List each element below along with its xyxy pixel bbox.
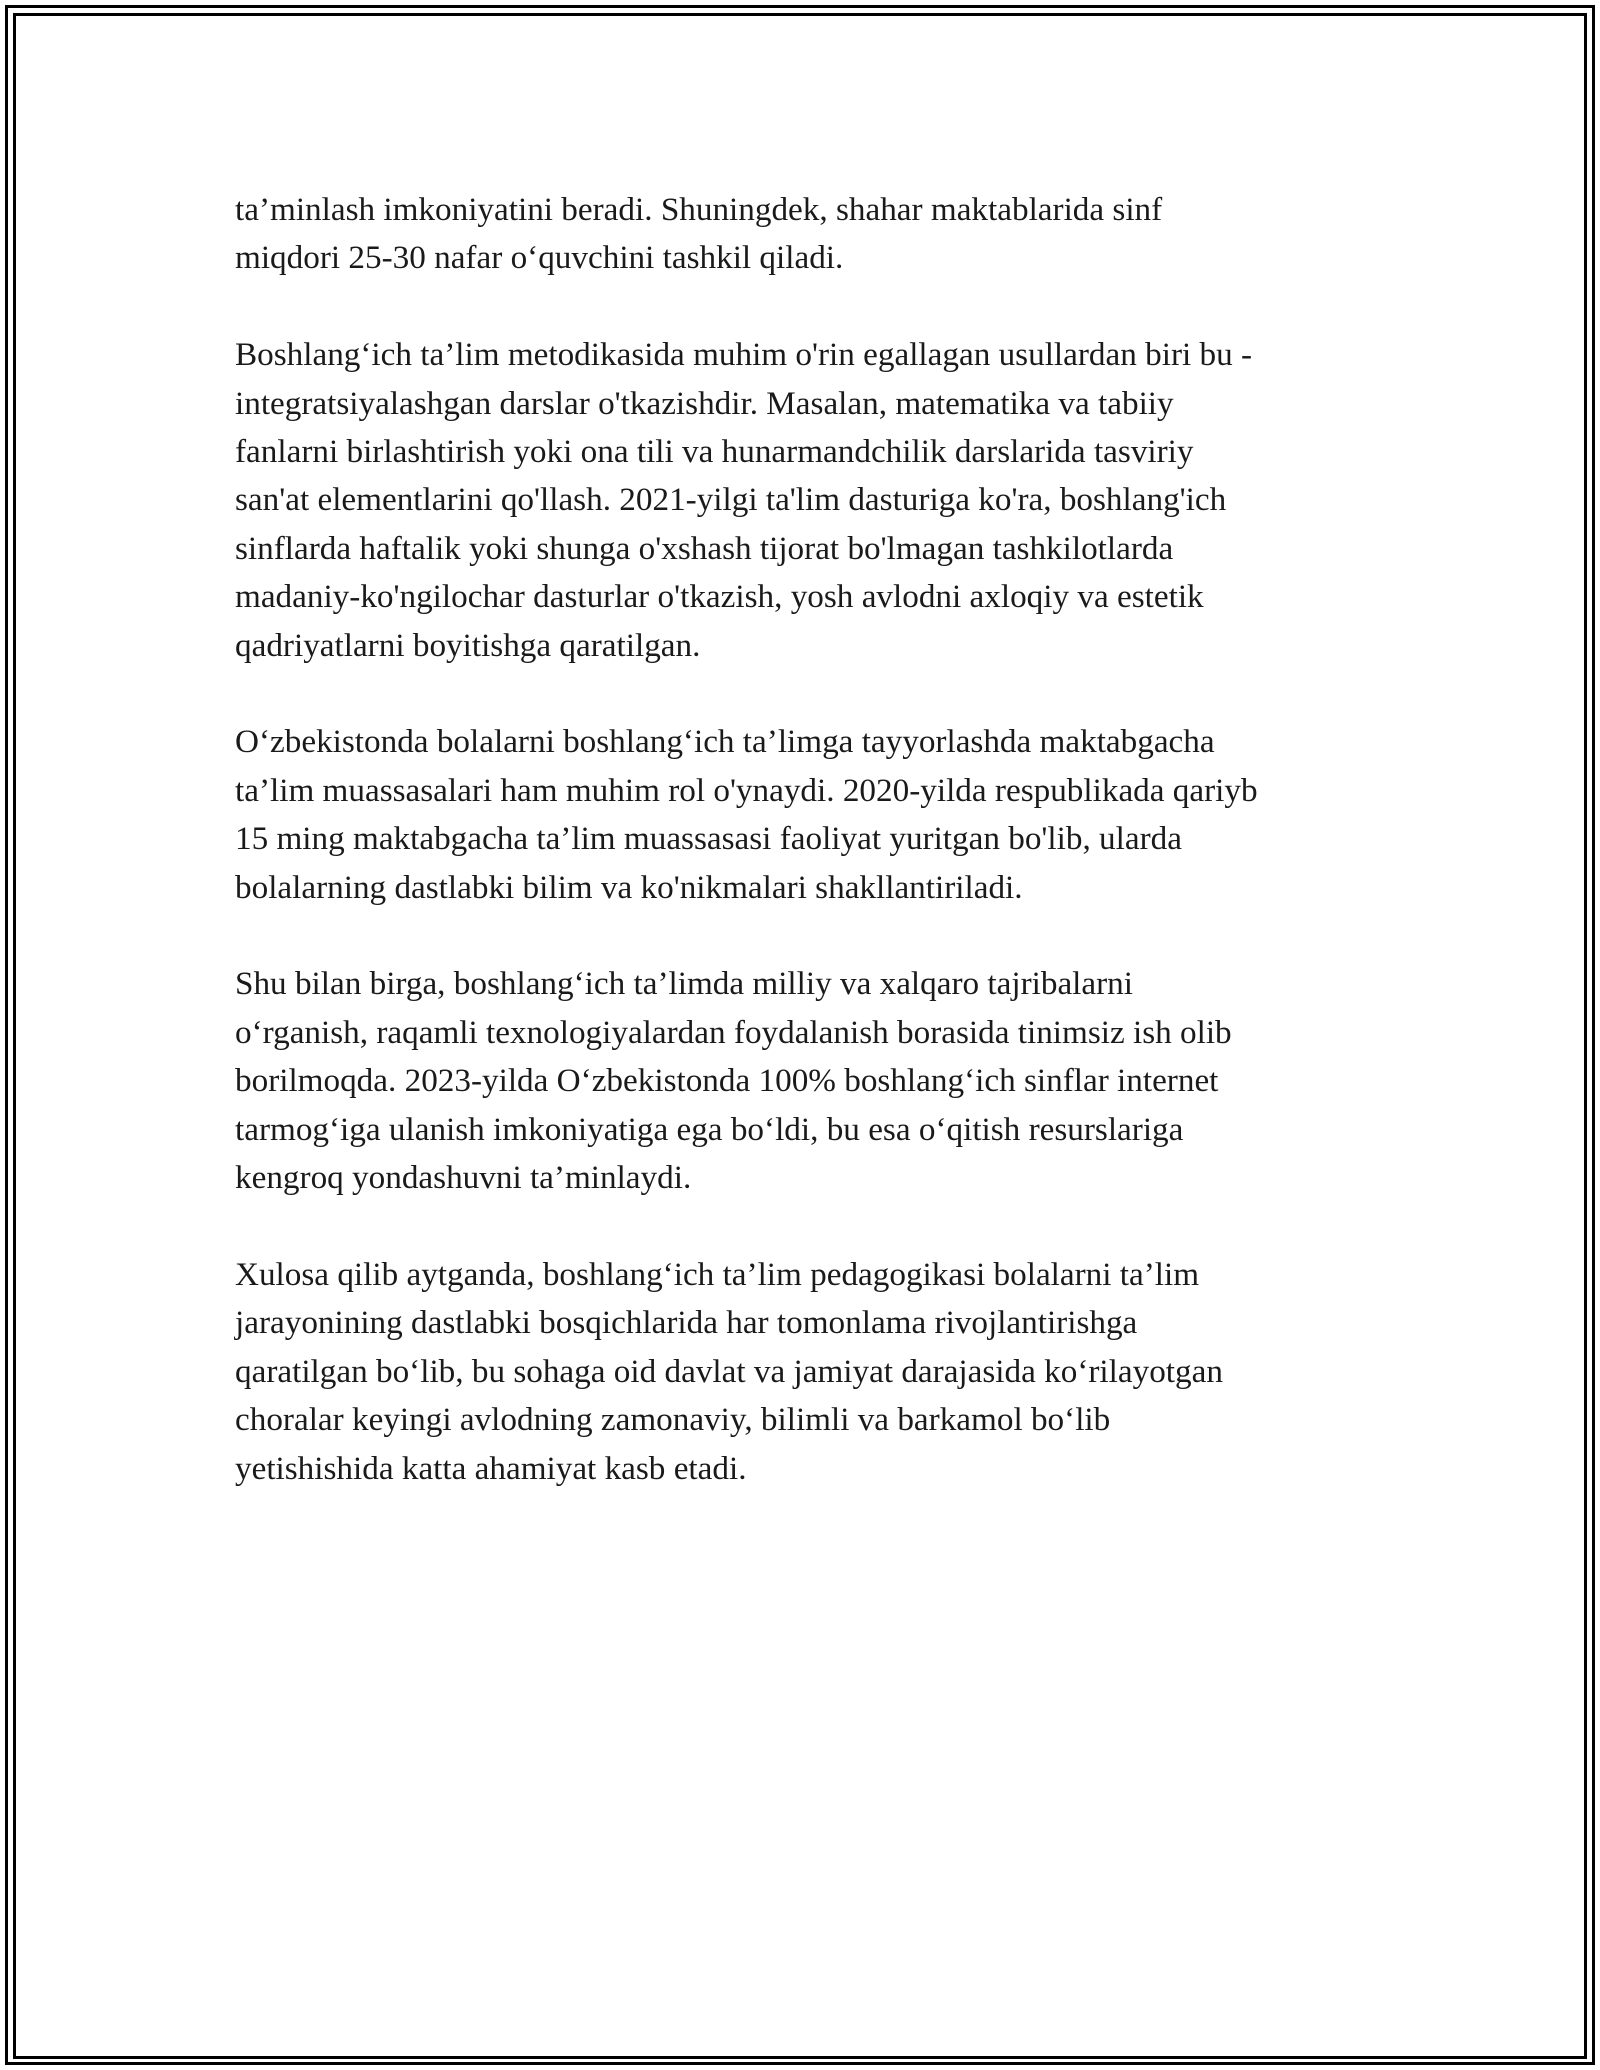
text-line: fanlarni birlashtirish yoki ona tili va hunarmandchilik darslarida tasviriy <box>235 433 1194 471</box>
text-line: Oʻzbekistonda bolalarni boshlangʻich ta’limga tayyorlashda maktabgacha <box>235 723 1215 761</box>
text-line: qaratilgan boʻlib, bu sohaga oid davlat va jamiyat darajasida koʻrilayotgan <box>235 1352 1223 1390</box>
text-line: ta’lim muassasalari ham muhim rol o'ynaydi. 2020-yilda respublikada qariyb <box>235 771 1258 809</box>
text-line: san'at elementlarini qo'llash. 2021-yilgi ta'lim dasturiga ko'ra, boshlang'ich <box>235 481 1227 519</box>
paragraph-4 <box>235 960 1415 1202</box>
text-line: yetishishida katta ahamiyat kasb etadi. <box>235 1449 747 1487</box>
text-line: integratsiyalashgan darslar o'tkazishdir. Masalan, matematika va tabiiy <box>235 384 1174 422</box>
text-line: jarayonining dastlabki bosqichlarida har tomonlama rivojlantirishga <box>235 1304 1138 1342</box>
text-line: ta’minlash imkoniyatini beradi. Shuningdek, shahar maktablarida sinf <box>235 191 1163 228</box>
text-line: kengroq yondashuvni ta’minlaydi. <box>235 1159 692 1197</box>
text-line: miqdori 25-30 nafar oʻquvchini tashkil qiladi. <box>235 239 844 277</box>
document-body <box>235 186 1415 1541</box>
text-line: Shu bilan birga, boshlangʻich ta’limda milliy va xalqaro tajribalarni <box>235 965 1133 1003</box>
paragraph-3 <box>235 718 1415 912</box>
text-line: sinflarda haftalik yoki shunga o'xshash tijorat bo'lmagan tashkilotlarda <box>235 529 1174 567</box>
text-line: tarmogʻiga ulanish imkoniyatiga ega boʻldi, bu esa oʻqitish resurslariga <box>235 1110 1184 1148</box>
paragraph-5 <box>235 1251 1415 1493</box>
text-line: borilmoqda. 2023-yilda Oʻzbekistonda 100% boshlangʻich sinflar internet <box>235 1062 1219 1100</box>
text-line: oʻrganish, raqamli texnologiyalardan foydalanish borasida tinimsiz ish olib <box>235 1013 1232 1051</box>
text-line: 15 ming maktabgacha ta’lim muassasasi faoliyat yuritgan bo'lib, ularda <box>235 820 1182 858</box>
text-line: bolalarning dastlabki bilim va ko'nikmalari shakllantiriladi. <box>235 868 1023 906</box>
text-line: qadriyatlarni boyitishga qaratilgan. <box>235 626 701 664</box>
text-line: Boshlangʻich ta’lim metodikasida muhim o'rin egallagan usullardan biri bu - <box>235 336 1253 374</box>
text-line: Xulosa qilib aytganda, boshlangʻich ta’lim pedagogikasi bolalarni ta’lim <box>235 1255 1200 1293</box>
text-line: choralar keyingi avlodning zamonaviy, bilimli va barkamol boʻlib <box>235 1401 1111 1439</box>
text-line: madaniy-ko'ngilochar dasturlar o'tkazish, yosh avlodni axloqiy va estetik <box>235 578 1204 616</box>
paragraph-2 <box>235 331 1415 670</box>
paragraph-1 <box>235 186 1415 283</box>
